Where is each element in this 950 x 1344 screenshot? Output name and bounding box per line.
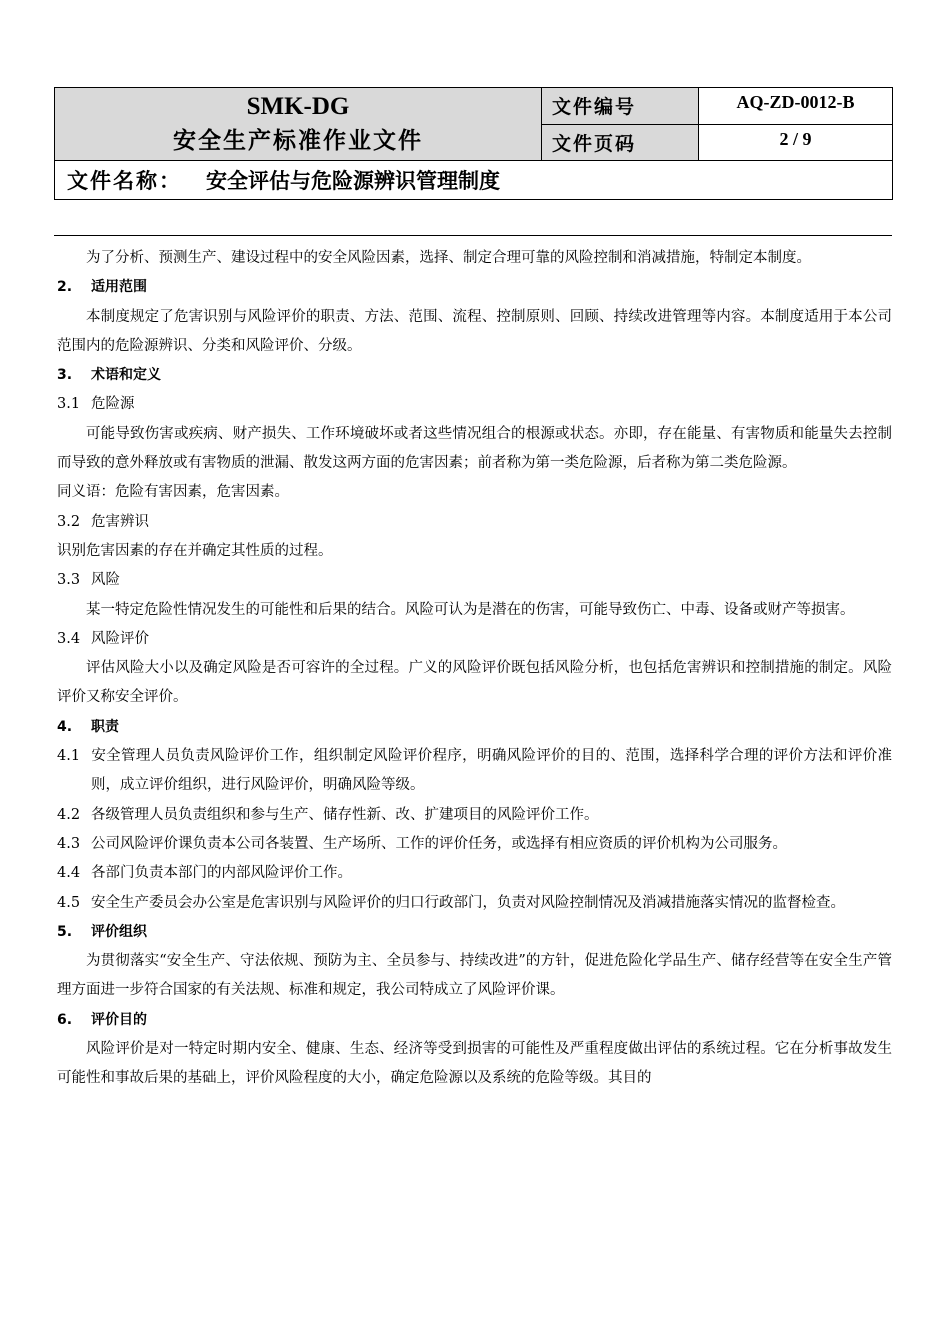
section-6-heading: 6. 评价目的 (57, 1011, 147, 1028)
org-name: SMK-DG (246, 93, 350, 120)
section-6-text: 风险评价是对一特定时期内安全、健康、生态、经济等受到损害的可能性及严重程度做出评估的系统过程。它在分析事故发生可能性和事故后果的基础上，评价风险程度的大小，确定危险源以及系统的危险等级。其目的 (57, 1041, 892, 1087)
document-body (57, 244, 892, 1094)
section-2-heading: 2. 适用范围 (57, 279, 147, 296)
section-2-text: 本制度规定了危害识别与风险评价的职责、方法、范围、流程、控制原则、回顾、持续改进管理等内容。本制度适用于本公司范围内的危险源辨识、分类和风险评价、分级。 (57, 308, 892, 354)
doc-number-value: AQ-ZD-0012-B (699, 88, 893, 125)
org-cell (55, 88, 542, 161)
section-3-1-heading: 3.1 危险源 (57, 396, 135, 413)
header-rule (54, 235, 892, 236)
section-3-2-heading: 3.2 危害辨识 (57, 513, 149, 530)
document-header (54, 87, 893, 200)
page-label: 文件页码 (542, 124, 699, 161)
section-3-1-synonym: 同义语：危险有害因素，危害因素。 (57, 484, 289, 501)
section-4-1: 4.1 安全管理人员负责风险评价工作，组织制定风险评价程序，明确风险评价的目的、范围，选择科学合理的评价方法和评价准则，成立评价组织，进行风险评价，明确风险等级。 (57, 748, 892, 794)
section-4-2: 4.2 各级管理人员负责组织和参与生产、储存性新、改、扩建项目的风险评价工作。 (57, 806, 599, 823)
section-3-3-heading: 3.3 风险 (57, 572, 120, 589)
intro-paragraph: 为了分析、预测生产、建设过程中的安全风险因素，选择、制定合理可靠的风险控制和消减措施，特制定本制度。 (86, 250, 811, 266)
section-5-heading: 5. 评价组织 (57, 923, 147, 940)
section-4-heading: 4. 职责 (57, 718, 119, 735)
section-3-4-text: 评估风险大小以及确定风险是否可容许的全过程。广义的风险评价既包括风险分析，也包括危害辨识和控制措施的制定。风险评价又称安全评价。 (57, 660, 892, 706)
section-4-5: 4.5 安全生产委员会办公室是危害识别与风险评价的归口行政部门，负责对风险控制情况及消减措施落实情况的监督检查。 (57, 894, 845, 911)
page-value: 2 / 9 (699, 124, 893, 161)
doc-name-label: 文件名称： (67, 168, 182, 193)
org-subtitle: 安全生产标准作业文件 (173, 127, 423, 154)
section-3-3-text: 某一特定危险性情况发生的可能性和后果的结合。风险可认为是潜在的伤害，可能导致伤亡、中毒、设备或财产等损害。 (86, 601, 855, 618)
doc-number-label: 文件编号 (542, 88, 699, 125)
section-3-4-heading: 3.4 风险评价 (57, 630, 149, 647)
doc-name: 安全评估与危险源辨识管理制度 (206, 168, 500, 193)
section-3-heading: 3. 术语和定义 (57, 367, 161, 384)
doc-title-row (55, 161, 893, 200)
section-4-4: 4.4 各部门负责本部门的内部风险评价工作。 (57, 865, 352, 882)
section-3-2-text: 识别危害因素的存在并确定其性质的过程。 (57, 542, 333, 559)
section-4-3: 4.3 公司风险评价课负责本公司各装置、生产场所、工作的评价任务，或选择有相应资质的评价机构为公司服务。 (57, 835, 787, 852)
section-5-text: 为贯彻落实“安全生产、守法依规、预防为主、全员参与、持续改进”的方针，促进危险化学品生产、储存经营等在安全生产管理方面进一步符合国家的有关法规、标准和规定，我公司特成立了风险评价课。 (57, 953, 892, 999)
section-3-1-text: 可能导致伤害或疾病、财产损失、工作环境破坏或者这些情况组合的根源或状态。亦即，存在能量、有害物质和能量失去控制而导致的意外释放或有害物质的泄漏、散发这两方面的危害因素；前者称为第一类危险源，后者称为第二类危险源。 (57, 425, 892, 472)
